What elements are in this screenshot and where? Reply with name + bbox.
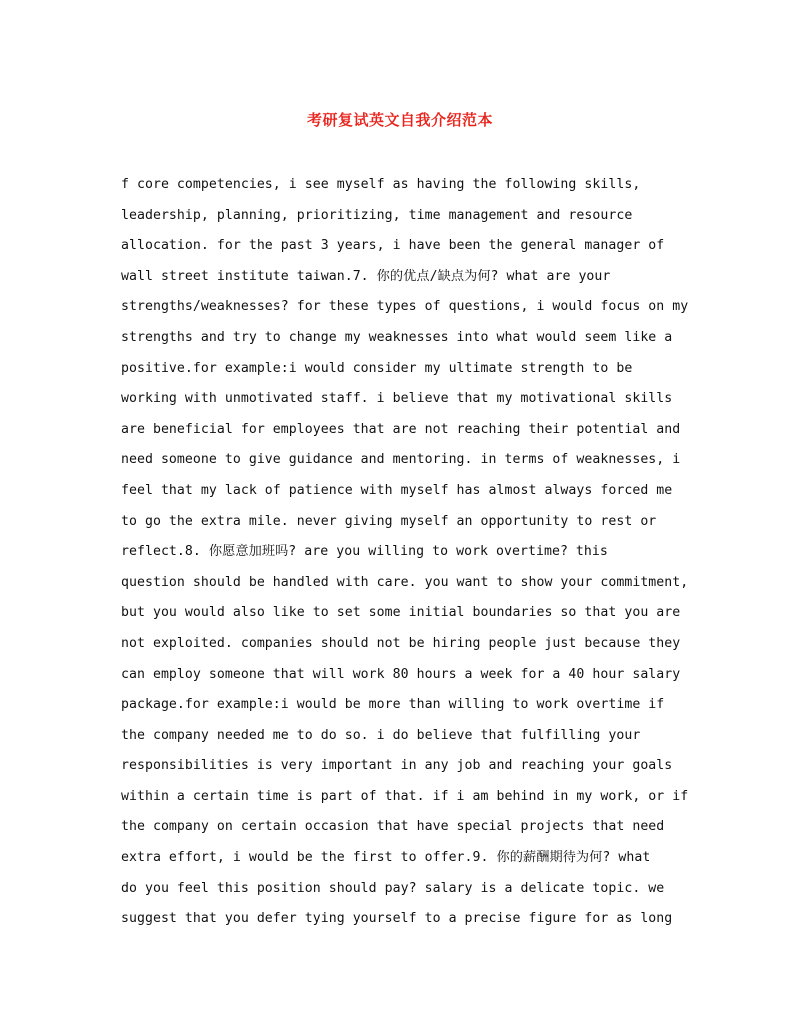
body-line: allocation. for the past 3 years, i have been the general manager of xyxy=(121,238,665,254)
body-line: suggest that you defer tying yourself to a precise figure for as long xyxy=(121,911,673,927)
body-line: strengths and try to change my weaknesses into what would seem like a xyxy=(121,329,673,345)
body-line: to go the extra mile. never giving myself an opportunity to rest or xyxy=(121,513,657,529)
body-line: can employ someone that will work 80 hours a week for a 40 hour salary xyxy=(121,666,681,682)
body-line: positive.for example:i would consider my ultimate strength to be xyxy=(121,360,633,376)
body-line: extra effort, i would be the first to offer.9. 你的薪酬期待为何? what xyxy=(121,850,651,866)
document-title: 考研复试英文自我介绍范本 xyxy=(306,111,493,129)
body-line: within a certain time is part of that. if i am behind in my work, or if xyxy=(121,788,689,804)
body-line: not exploited. companies should not be hiring people just because they xyxy=(121,635,681,651)
body-line: the company needed me to do so. i do believe that fulfilling your xyxy=(121,727,641,743)
body-line: question should be handled with care. you want to show your commitment, xyxy=(121,574,689,590)
body-line: working with unmotivated staff. i believe that my motivational skills xyxy=(121,391,673,407)
body-line: do you feel this position should pay? salary is a delicate topic. we xyxy=(121,880,665,896)
body-line: package.for example:i would be more than willing to work overtime if xyxy=(121,697,665,713)
body-line: feel that my lack of patience with myself has almost always forced me xyxy=(121,482,673,498)
body-line: leadership, planning, prioritizing, time management and resource xyxy=(121,207,633,223)
body-line: need someone to give guidance and mentoring. in terms of weaknesses, i xyxy=(121,452,681,468)
document-body xyxy=(121,170,691,935)
body-line: reflect.8. 你愿意加班吗? are you willing to work overtime? this xyxy=(121,544,608,560)
body-line: the company on certain occasion that have special projects that need xyxy=(121,819,665,835)
body-line: strengths/weaknesses? for these types of questions, i would focus on my xyxy=(121,299,689,315)
body-line: wall street institute taiwan.7. 你的优点/缺点为何? what are your xyxy=(121,268,611,284)
body-line: are beneficial for employees that are not reaching their potential and xyxy=(121,421,681,437)
body-line: f core competencies, i see myself as having the following skills, xyxy=(121,177,641,192)
body-line: but you would also like to set some initial boundaries so that you are xyxy=(121,605,681,621)
body-line: responsibilities is very important in any job and reaching your goals xyxy=(121,758,673,774)
